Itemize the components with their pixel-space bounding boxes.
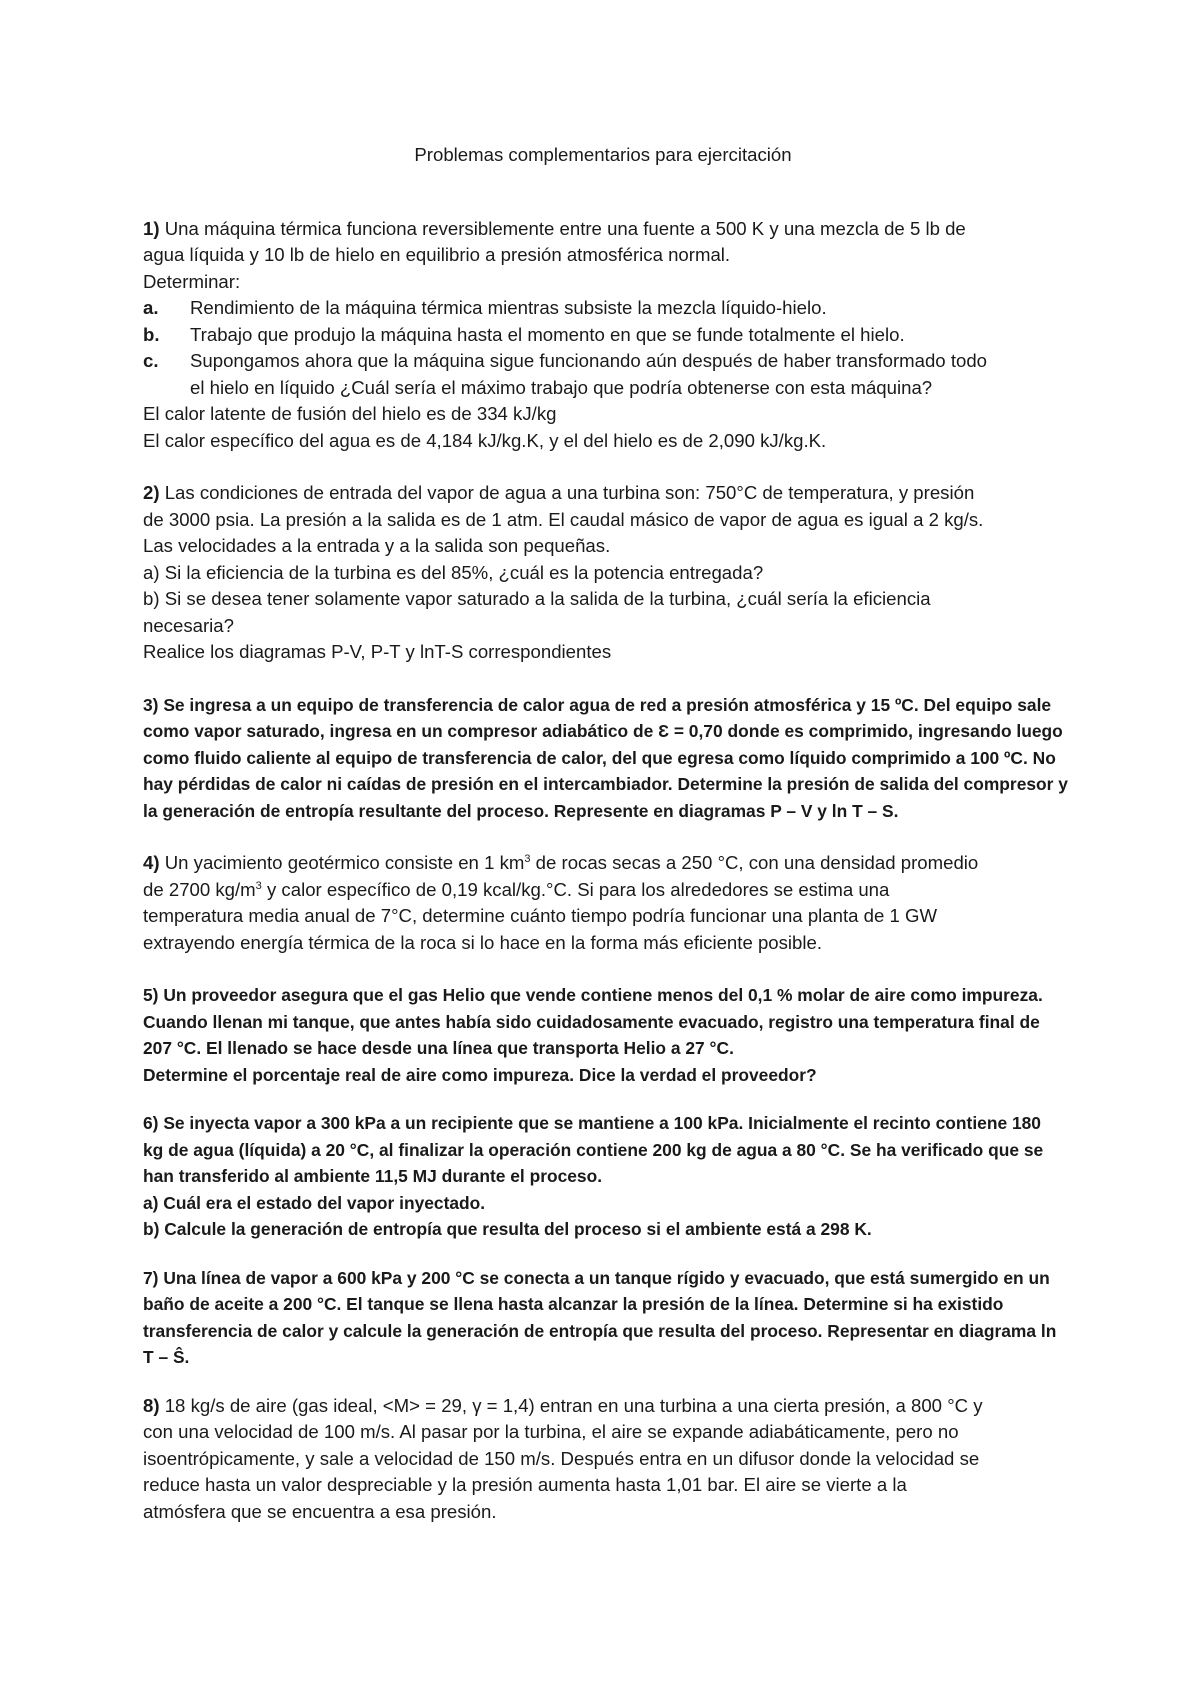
list-item [143,295,1063,322]
problem-2-line-4: a) Si la eficiencia de la turbina es del 85%, ¿cuál es la potencia entregada? [143,561,764,583]
problem-3-line-3: como fluido caliente al equipo de transferencia de calor, del que egresa como líquido comprimido a 100 ºC. No [143,747,1056,768]
document-page [143,142,1068,1525]
problem-4-text-cont: de rocas secas a 250 °C, con una densidad promedio [530,852,979,873]
item-text: Trabajo que produjo la máquina hasta el momento en que se funde totalmente el hielo. [190,323,905,345]
problem-2-line-3: Las velocidades a la entrada y a la salida son pequeñas. [143,535,611,556]
problem-4-line-4: extrayendo energía térmica de la roca si lo hace en la forma más eficiente posible. [143,931,823,953]
problem-1-number: 1) [143,217,160,239]
problem-8-text: 18 kg/s de aire (gas ideal, <M> = 29, γ = 1,4) entran en una turbina a una cierta presión, a 800 °C y [164,1394,983,1416]
problem-3 [143,692,1068,825]
problem-4-text: Un yacimiento geotérmico consiste en 1 km [164,852,525,873]
problem-5 [143,982,1063,1088]
problem-6-line-3: han transferido al ambiente 11,5 MJ durante el proceso. [143,1166,603,1186]
problem-3-line-5: la generación de entropía resultante del proceso. Represente en diagramas P – V y ln T – S. [143,800,899,821]
problem-6 [143,1110,1063,1243]
problem-6-line-1 [143,1110,1063,1137]
problem-8-number: 8) [143,1394,160,1416]
problem-5-text: Un proveedor asegura que el gas Helio que vende contiene menos del 0,1 % molar de aire como impureza. [163,985,1043,1005]
problem-1-line-2: agua líquida y 10 lb de hielo en equilibrio a presión atmosférica normal. [143,244,731,265]
problem-1 [143,216,1063,455]
problem-2 [143,480,1063,666]
problem-4 [143,850,1063,956]
problem-4-line-1 [143,850,1063,877]
problem-1-text: Una máquina térmica funciona reversiblemente entre una fuente a 500 K y una mezcla de 5 lb de [164,217,966,239]
item-marker: b. [143,323,160,345]
superscript: 3 [524,852,531,865]
problem-7-line-3: transferencia de calor y calcule la generación de entropía que resulta del proceso. Representar en diagrama ln [143,1320,1057,1341]
problem-2-text: Las condiciones de entrada del vapor de agua a una turbina son: 750°C de temperatura, y presión [164,482,975,503]
problem-3-line-4: hay pérdidas de calor ni caídas de presión en el intercambiador. Determine la presión de salida del compresor y [143,774,1068,794]
problem-5-line-1 [143,982,1063,1009]
problem-3-line-2: como vapor saturado, ingresa en un compresor adiabático de Ɛ = 0,70 donde es comprimido, ingresando luego [143,721,1063,741]
problem-4-number: 4) [143,852,160,873]
problem-1-items [143,295,1063,401]
problem-2-line-7: Realice los diagramas P-V, P-T y lnT-S correspondientes [143,641,612,662]
problem-7-number: 7) [143,1267,159,1288]
problem-4-line-3: temperatura media anual de 7°C, determine cuánto tiempo podría funcionar una planta de 1 GW [143,905,938,926]
problem-5-line-2: Cuando llenan mi tanque, que antes había sido cuidadosamente evacuado, registro una temperatura final de [143,1011,1040,1032]
list-item [143,348,1063,401]
problem-2-number: 2) [143,482,160,503]
problem-5-number: 5) [143,985,159,1005]
problem-4-text-cont: y calor específico de 0,19 kcal/kg.°C. Si para los alrededores se estima una [261,878,890,900]
problem-1-data-2: El calor específico del agua es de 4,184 kJ/kg.K, y el del hielo es de 2,090 kJ/kg.K. [143,429,827,451]
item-text: Supongamos ahora que la máquina sigue funcionando aún después de haber transformado todo [190,350,988,371]
problem-2-line-1 [143,480,1063,507]
problem-7-text: Una línea de vapor a 600 kPa y 200 °C se conecta a un tanque rígido y evacuado, que está sumergido en un [163,1267,1050,1288]
problem-8 [143,1393,1063,1526]
item-text: Rendimiento de la máquina térmica mientras subsiste la mezcla líquido-hielo. [190,297,827,318]
problem-6-line-4: a) Cuál era el estado del vapor inyectado. [143,1192,486,1213]
problem-7 [143,1265,1063,1371]
problem-2-line-2: de 3000 psia. La presión a la salida es de 1 atm. El caudal másico de vapor de agua es igual a 2 kg/s. [143,508,984,530]
document-title: Problemas complementarios para ejercitación [414,144,792,165]
problem-8-line-1 [143,1393,1063,1420]
problem-7-line-4: T – Ŝ. [143,1347,190,1367]
problem-7-line-2: baño de aceite a 200 °C. El tanque se llena hasta alcanzar la presión de la línea. Determine si ha existido [143,1294,1004,1314]
problem-8-line-5: atmósfera que se encuentra a esa presión. [143,1500,497,1522]
problem-8-line-2: con una velocidad de 100 m/s. Al pasar por la turbina, el aire se expande adiabáticamente, pero no [143,1421,959,1442]
problem-3-text: Se ingresa a un equipo de transferencia de calor agua de red a presión atmosférica y 15 ºC. Del equipo sale [163,694,1052,715]
problem-4-line-2 [143,877,1063,904]
problem-6-number: 6) [143,1113,159,1133]
problem-3-line-1 [143,692,1063,719]
problem-8-line-3: isoentrópicamente, y sale a velocidad de 150 m/s. Después entra en un difusor donde la velocidad se [143,1447,980,1469]
problem-6-line-2: kg de agua (líquida) a 20 °C, al finalizar la operación contiene 200 kg de agua a 80 °C. Se ha verificado que se [143,1139,1044,1160]
problem-1-determinar: Determinar: [143,270,241,292]
problem-5-line-3: 207 °C. El llenado se hace desde una línea que transporta Helio a 27 °C. [143,1038,734,1058]
problem-5-line-4: Determine el porcentaje real de aire como impureza. Dice la verdad el proveedor? [143,1064,817,1085]
problem-1-data-1: El calor latente de fusión del hielo es de 334 kJ/kg [143,403,557,424]
problem-2-line-5: b) Si se desea tener solamente vapor saturado a la salida de la turbina, ¿cuál sería la eficiencia [143,588,931,609]
item-marker: a. [143,297,159,318]
list-item [143,322,1063,349]
item-marker: c. [143,350,159,371]
superscript: 3 [255,879,262,892]
problem-6-line-5: b) Calcule la generación de entropía que resulta del proceso si el ambiente está a 298 K. [143,1219,872,1239]
problem-7-line-1 [143,1265,1063,1292]
problem-2-line-6: necesaria? [143,614,234,636]
problem-3-number: 3) [143,694,159,715]
problem-6-text: Se inyecta vapor a 300 kPa a un recipiente que se mantiene a 100 kPa. Inicialmente el recinto contiene 180 [163,1113,1041,1133]
problem-8-line-4: reduce hasta un valor despreciable y la presión aumenta hasta 1,01 bar. El aire se vierte a la [143,1474,907,1495]
problem-1-line-1 [143,216,1063,243]
item-text-continued: el hielo en líquido ¿Cuál sería el máximo trabajo que podría obtenerse con esta máquina? [190,376,933,398]
problem-4-text: de 2700 kg/m [143,878,256,900]
